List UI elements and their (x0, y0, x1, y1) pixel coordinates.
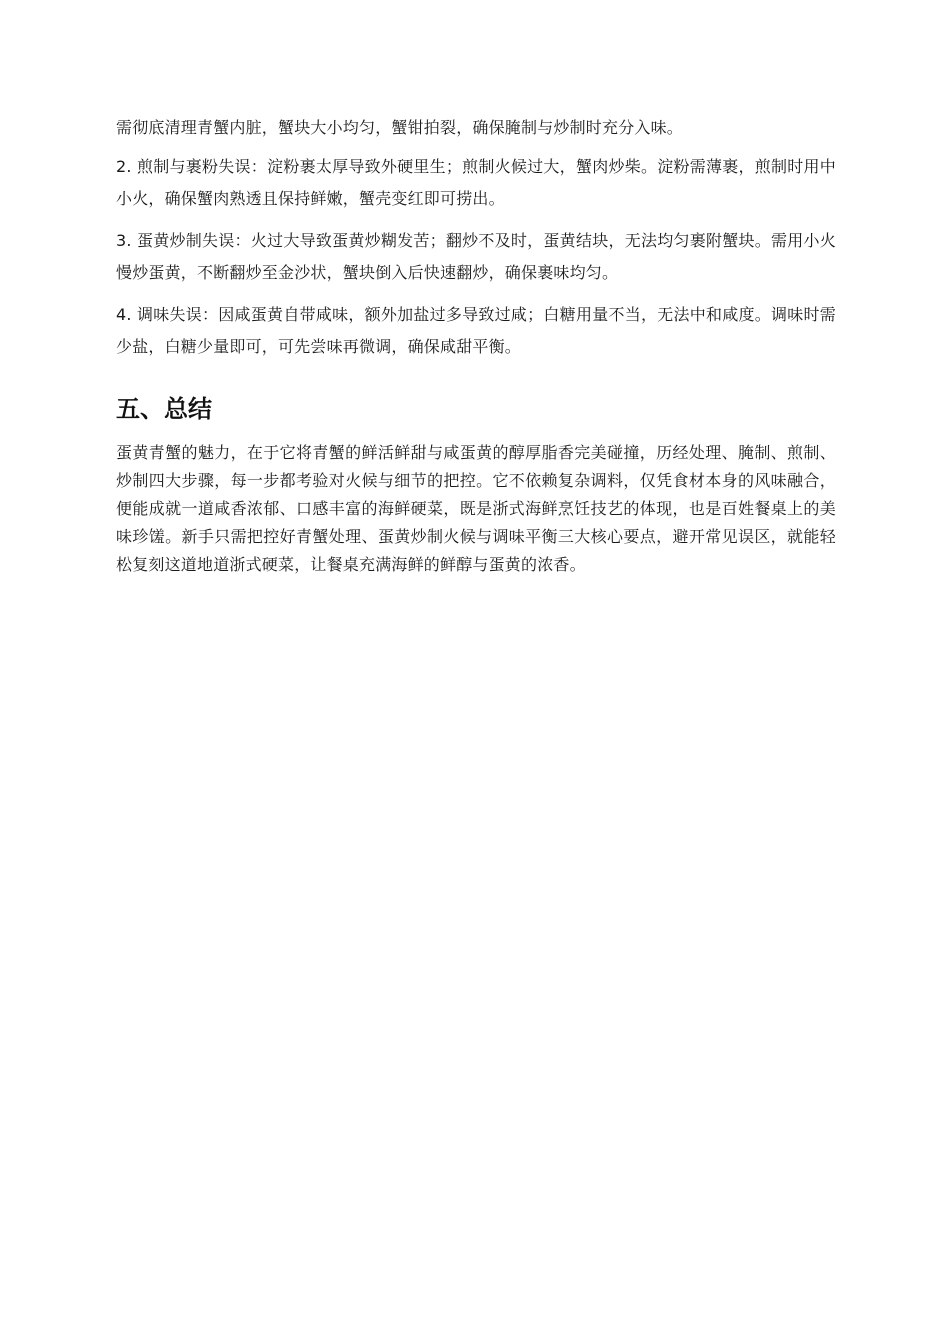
summary-paragraph: 蛋黄青蟹的魅力，在于它将青蟹的鲜活鲜甜与咸蛋黄的醇厚脂香完美碰撞，历经处理、腌制、煎制、炒制四大步骤，每一步都考验对火候与细节的把控。它不依赖复杂调料，仅凭食材本身的风味融合，便能成就一道咸香浓郁、口感丰富的海鲜硬菜，既是浙式海鲜烹饪技艺的体现，也是百姓餐桌上的美味珍馐。新手只需把控好青蟹处理、蛋黄炒制火候与调味平衡三大核心要点，避开常见误区，就能轻松复刻这道地道浙式硬菜，让餐桌充满海鲜的鲜醇与蛋黄的浓香。 (116, 443, 836, 574)
mistake-item-4: 4. 调味失误：因咸蛋黄自带咸味，额外加盐过多导致过咸；白糖用量不当，无法中和咸度。调味时需少盐，白糖少量即可，可先尝味再微调，确保咸甜平衡。 (116, 305, 836, 356)
mistake-1-continuation: 需彻底清理青蟹内脏，蟹块大小均匀，蟹钳拍裂，确保腌制与炒制时充分入味。 (116, 118, 684, 137)
document-page (116, 112, 836, 579)
section-heading-summary: 五、总结 (116, 395, 212, 423)
mistake-item-2: 2. 煎制与裹粉失误：淀粉裹太厚导致外硬里生；煎制火候过大，蟹肉炒柴。淀粉需薄裹，煎制时用中小火，确保蟹肉熟透且保持鲜嫩，蟹壳变红即可捞出。 (116, 157, 836, 208)
mistake-item-3: 3. 蛋黄炒制失误：火过大导致蛋黄炒糊发苦；翻炒不及时，蛋黄结块，无法均匀裹附蟹块。需用小火慢炒蛋黄，不断翻炒至金沙状，蟹块倒入后快速翻炒，确保裹味均匀。 (116, 231, 836, 282)
